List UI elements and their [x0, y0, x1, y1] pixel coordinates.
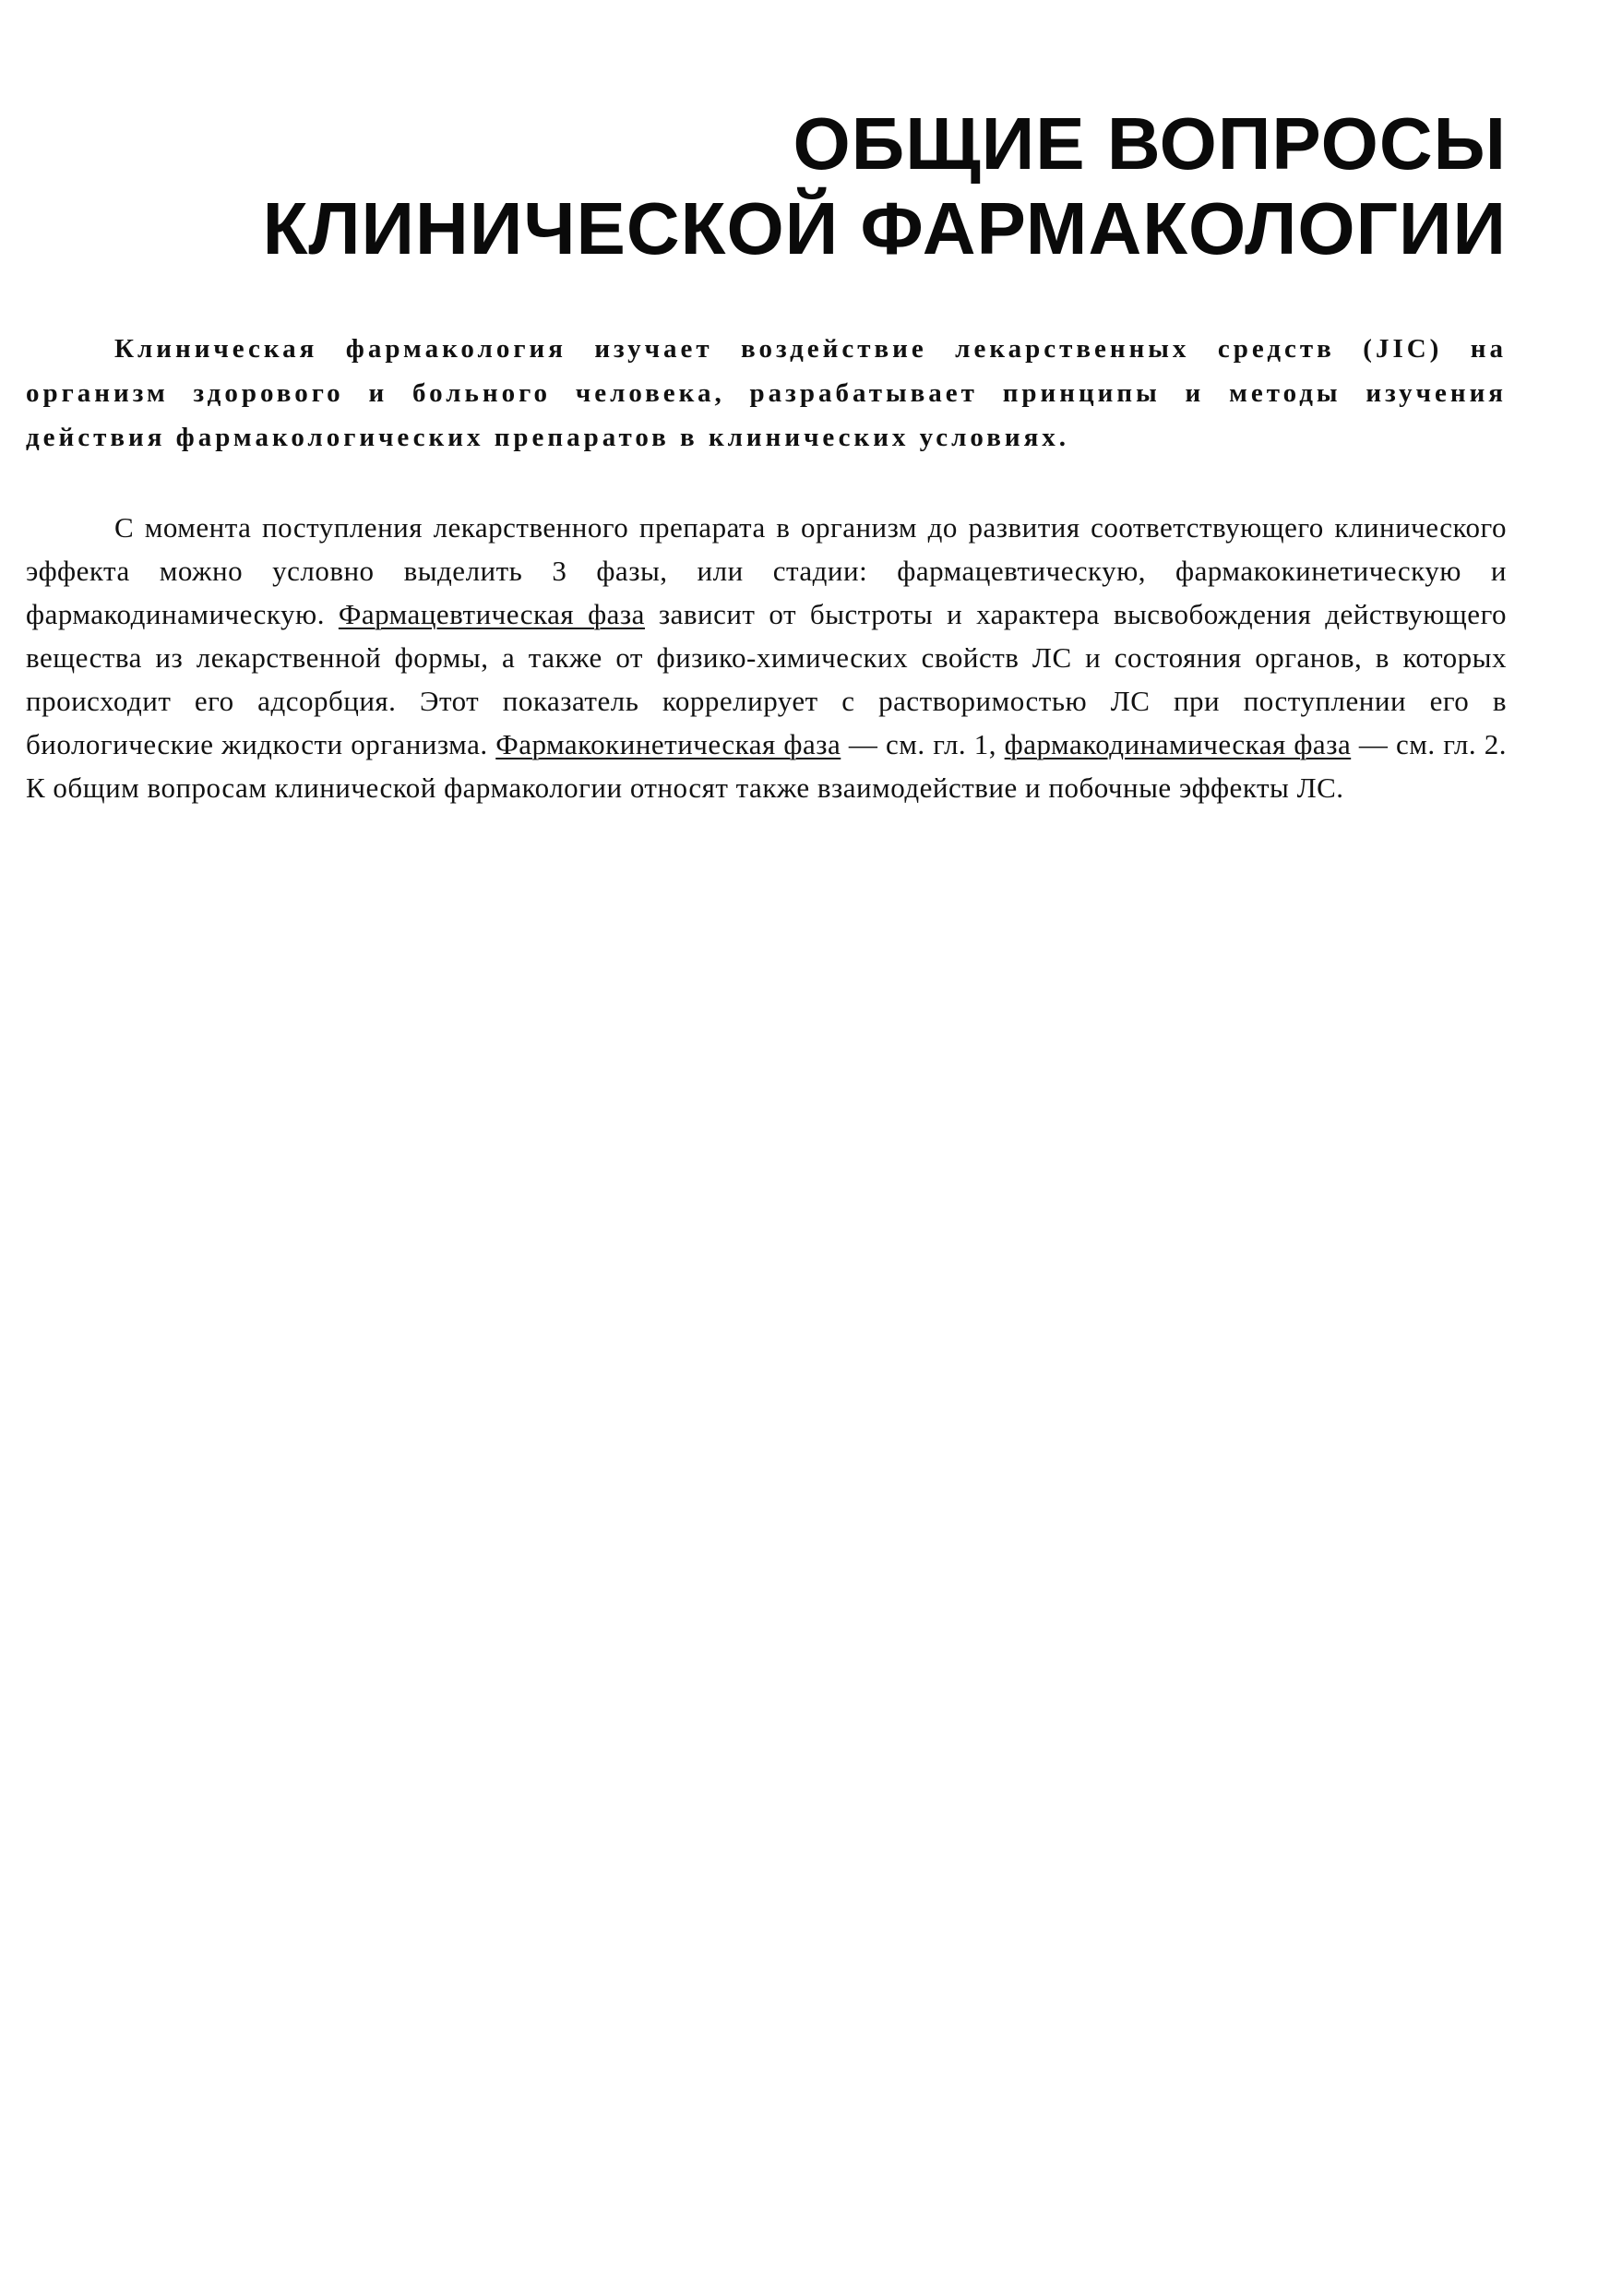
chapter-title: [26, 102, 1507, 271]
body-text-part-2: зависит от быстроты и характера высвобождения действующего вещества из лекарственной формы, а также от физико-химических свойств ЛС и состояния органов, в которых происходит его адсорбция. Этот показатель коррелирует с растворимостью ЛС при поступлении его в биологические жидкости организма.: [26, 598, 1508, 760]
body-paragraph: [26, 506, 1507, 809]
term-pharmaceutical-phase: Фармацевтическая фаза: [338, 598, 645, 630]
chapter-title-line-2: КЛИНИЧЕСКОЙ ФАРМАКОЛОГИИ: [262, 187, 1507, 269]
lead-paragraph: Клиническая фармакология изучает воздействие лекарственных средств (JIC) на организм здорового и больного человека, разрабатывает принципы и методы изучения действия фармакологических препаратов в клинических условиях.: [26, 334, 1507, 452]
document-page: [26, 102, 1507, 809]
term-pharmacodynamic-phase: фармакодинамическая фаза: [1004, 728, 1352, 760]
term-pharmacokinetic-phase: Фармакокинетическая фаза: [495, 728, 841, 760]
body-text-part-4: — см. гл. 2. К общим вопросам клинической фармакологии относят также взаимодействие и побочные эффекты ЛС.: [26, 728, 1507, 804]
chapter-title-line-1: ОБЩИЕ ВОПРОСЫ: [793, 102, 1507, 185]
body-text-part-3: — см. гл. 1,: [841, 728, 1005, 760]
body-text-part-1: С момента поступления лекарственного препарата в организм до развития соответствующего клинического эффекта можно условно выделить 3 фазы, или стадии: фармацевтическую, фармакокинетическую и фармакодинамическую.: [26, 511, 1507, 630]
